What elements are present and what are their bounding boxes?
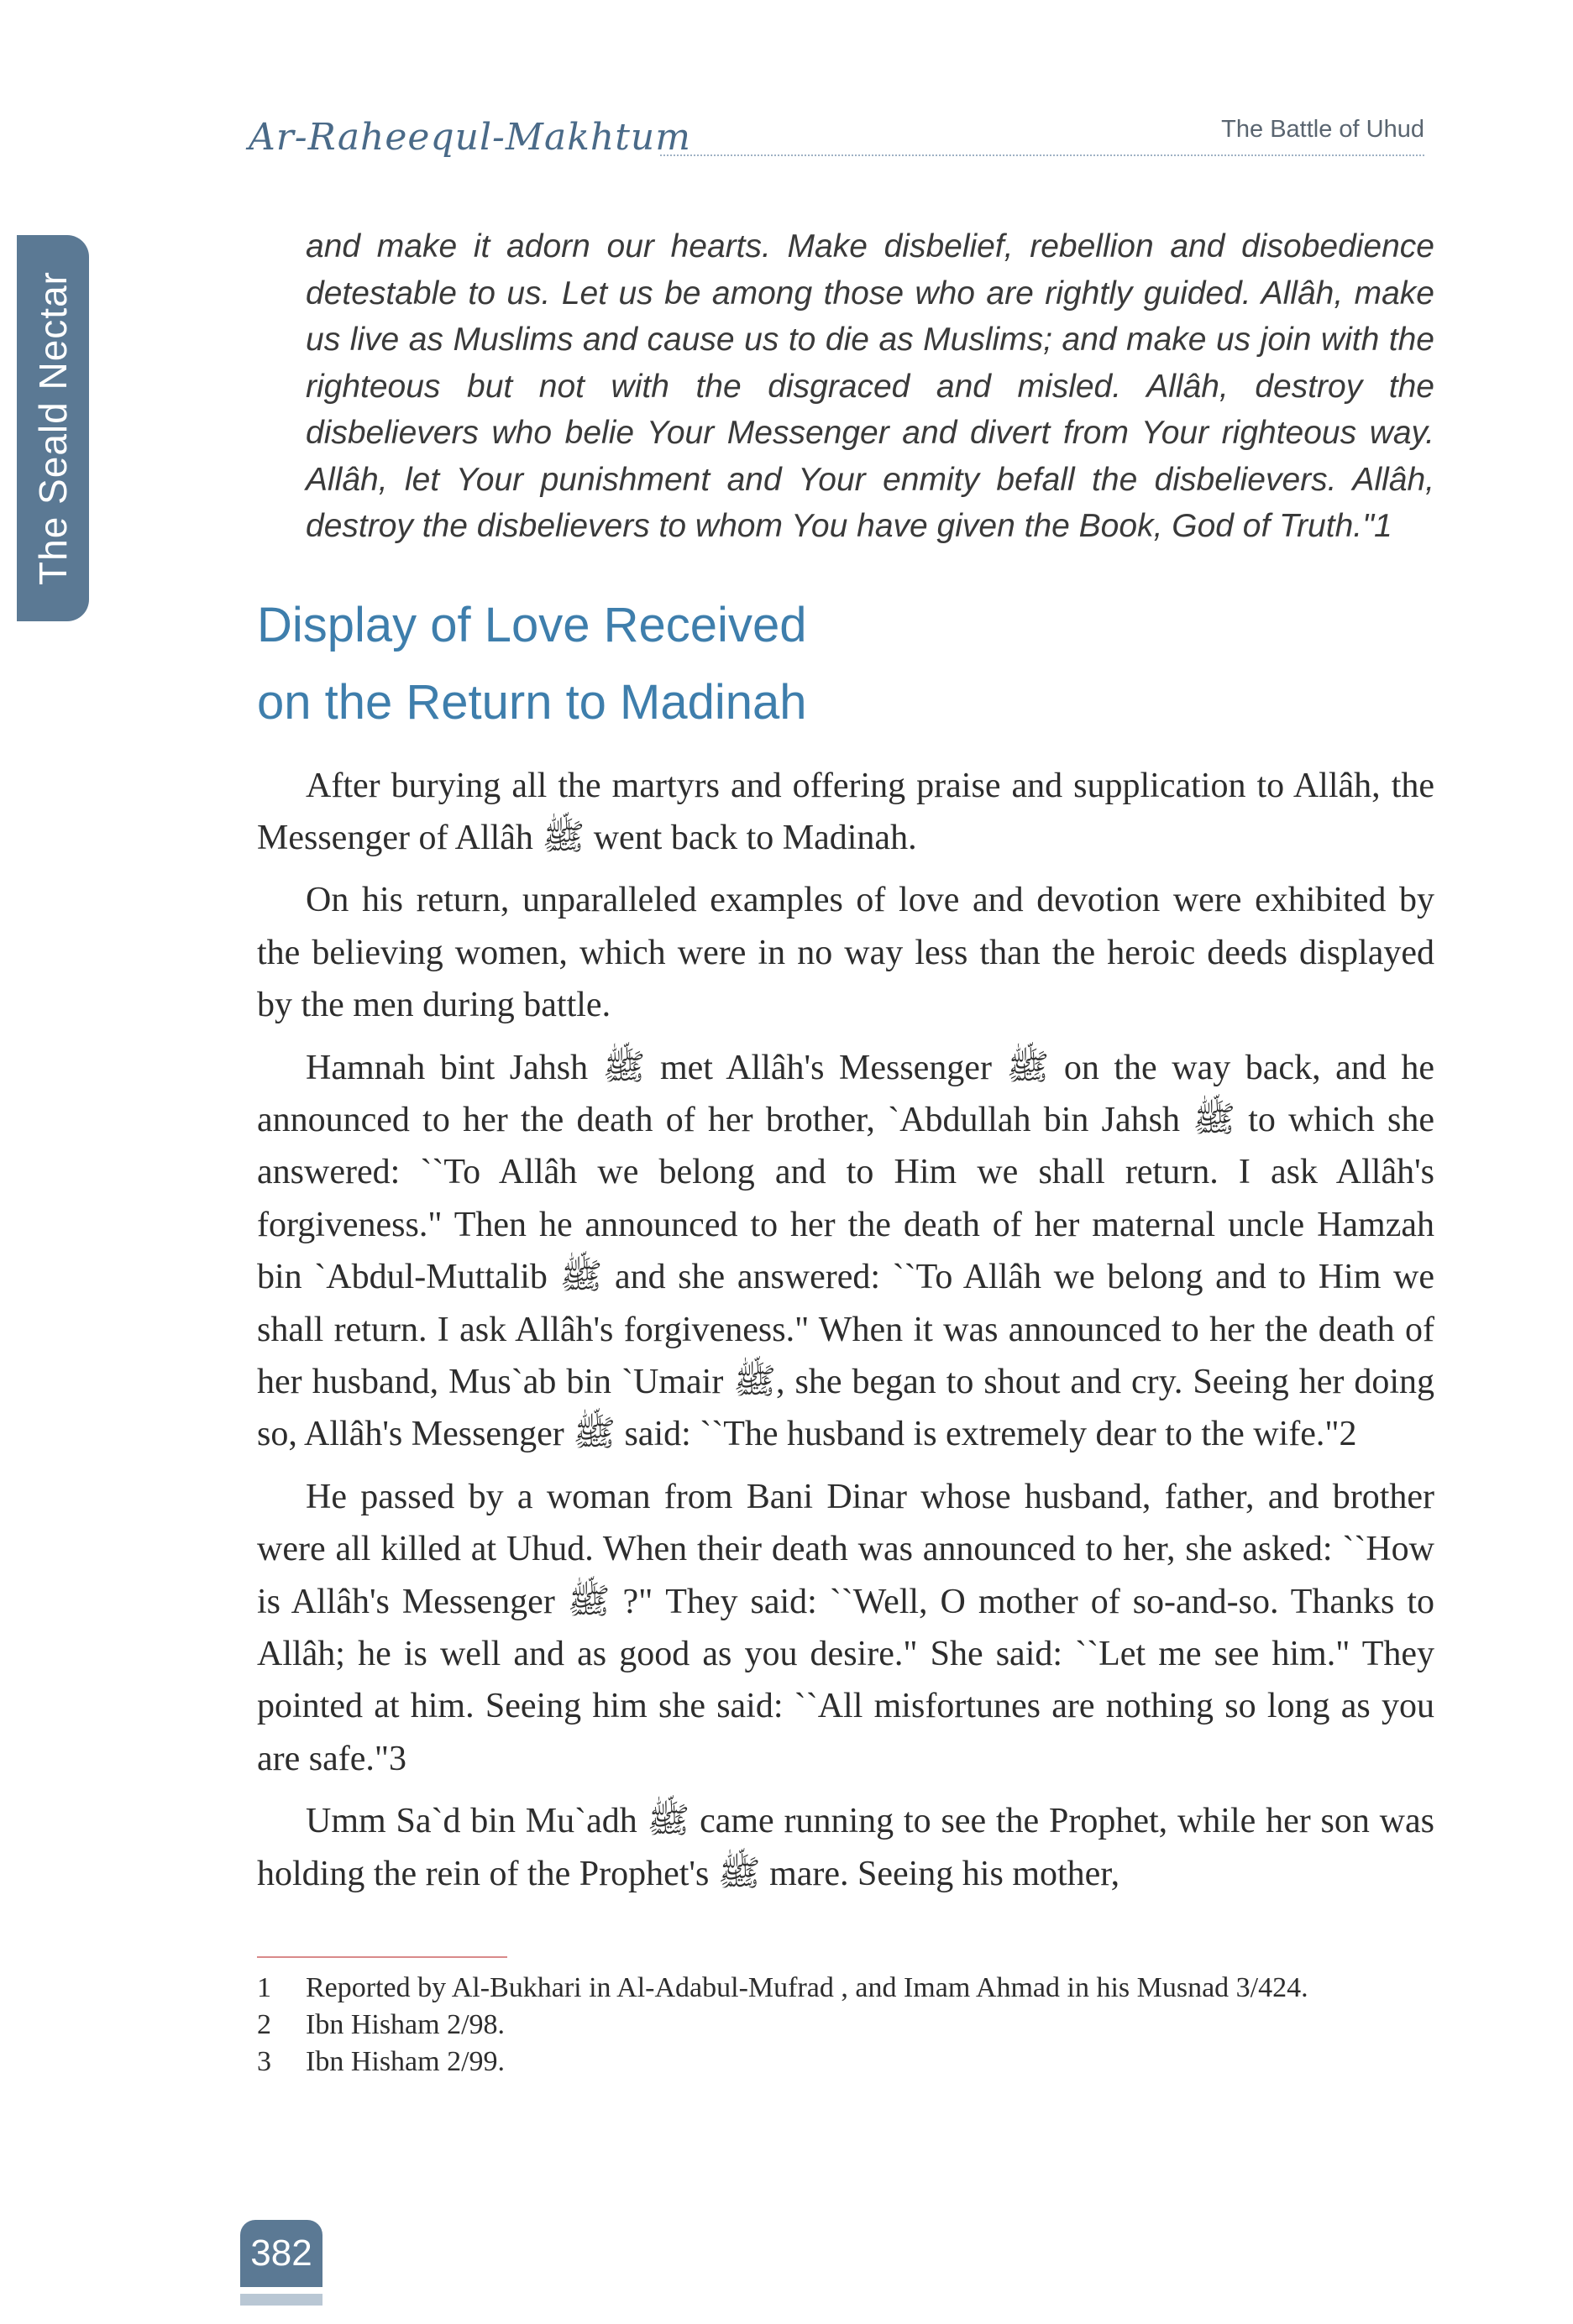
side-tab-label: The Seald Nectar [31, 271, 75, 585]
section-heading-line-2: on the Return to Madinah [257, 674, 807, 730]
header-dotted-rule [660, 154, 1424, 156]
page-number: 382 [240, 2220, 322, 2287]
footnote-number: 1 [257, 1972, 271, 2003]
section-heading [257, 587, 1434, 741]
book-title: Ar-Raheequl-Makhtum [249, 116, 691, 159]
footnotes [257, 1970, 1434, 2081]
paragraph: After burying all the martyrs and offering praise and supplication to Allâh, the Messenger of Allâh ﷺ went back to Madinah. [257, 766, 1434, 857]
footnote-text: Ibn Hisham 2/99. [306, 2046, 506, 2077]
paragraph: On his return, unparalleled examples of love and devotion were exhibited by the believing women, which were in no way less than the heroic deeds displayed by the men during battle. [257, 881, 1434, 1025]
side-tab [17, 235, 89, 621]
footnote-text: Ibn Hisham 2/98. [306, 2009, 506, 2040]
quote-block: and make it adorn our hearts. Make disbelief, rebellion and disobedience detestable to us. Let us be among those who are rightly guided. Allâh, make us live as Muslims and cause us to die as Muslims; and make us join with the righteous but not with the disgraced and misled. Allâh, destroy the disbelievers who belie Your Messenger and divert from Your righteous way. Allâh, let Your punishment and Your enmity befall the disbelievers. Allâh, destroy the disbelievers to whom You have given the Book, God of Truth."1 [306, 228, 1434, 544]
page-number-bar [240, 2294, 322, 2306]
footnote-rule [257, 1956, 507, 1958]
footnote-number: 3 [257, 2046, 271, 2077]
footnote [257, 2044, 1434, 2081]
paragraph: He passed by a woman from Bani Dinar whose husband, father, and brother were all killed at Uhud. When their death was announced to her, she asked: ``How is Allâh's Messenger ﷺ ?" They said: ``Well, O mother of so-and-so. Thanks to Allâh; he is well and as good as you desire." She said: ``Let me see him." They pointed at him. Seeing him she said: ``All misfortunes are nothing so long as you are safe."3 [257, 1477, 1434, 1778]
footnote [257, 1970, 1434, 2007]
section-heading-line-1: Display of Love Received [257, 597, 807, 652]
footnote [257, 2007, 1434, 2044]
paragraph: Hamnah bint Jahsh ﷺ met Allâh's Messenger ﷺ on the way back, and he announced to her the death of her brother, `Abdullah bin Jahsh ﷺ to which she answered: ``To Allâh we belong and to Him we shall return. I ask Allâh's forgiveness." Then he announced to her the death of her maternal uncle Hamzah bin `Abdul-Muttalib ﷺ and she answered: ``To Allâh we belong and to Him we shall return. I ask Allâh's forgiveness." When it was announced to her the death of her husband, Mus`ab bin `Umair ﷺ, she began to shout and cry. Seeing her doing so, Allâh's Messenger ﷺ said: ``The husband is extremely dear to the wife."2 [257, 1048, 1435, 1454]
running-header [249, 107, 1424, 166]
chapter-title: The Battle of Uhud [1211, 116, 1424, 144]
page-content [257, 223, 1434, 1908]
footnote-text: Reported by Al-Bukhari in Al-Adabul-Mufrad , and Imam Ahmad in his Musnad 3/424. [306, 1972, 1308, 2003]
paragraph: Umm Sa`d bin Mu`adh ﷺ came running to see the Prophet, while her son was holding the rein of the Prophet's ﷺ mare. Seeing his mother, [257, 1802, 1435, 1893]
footnote-number: 2 [257, 2009, 271, 2040]
